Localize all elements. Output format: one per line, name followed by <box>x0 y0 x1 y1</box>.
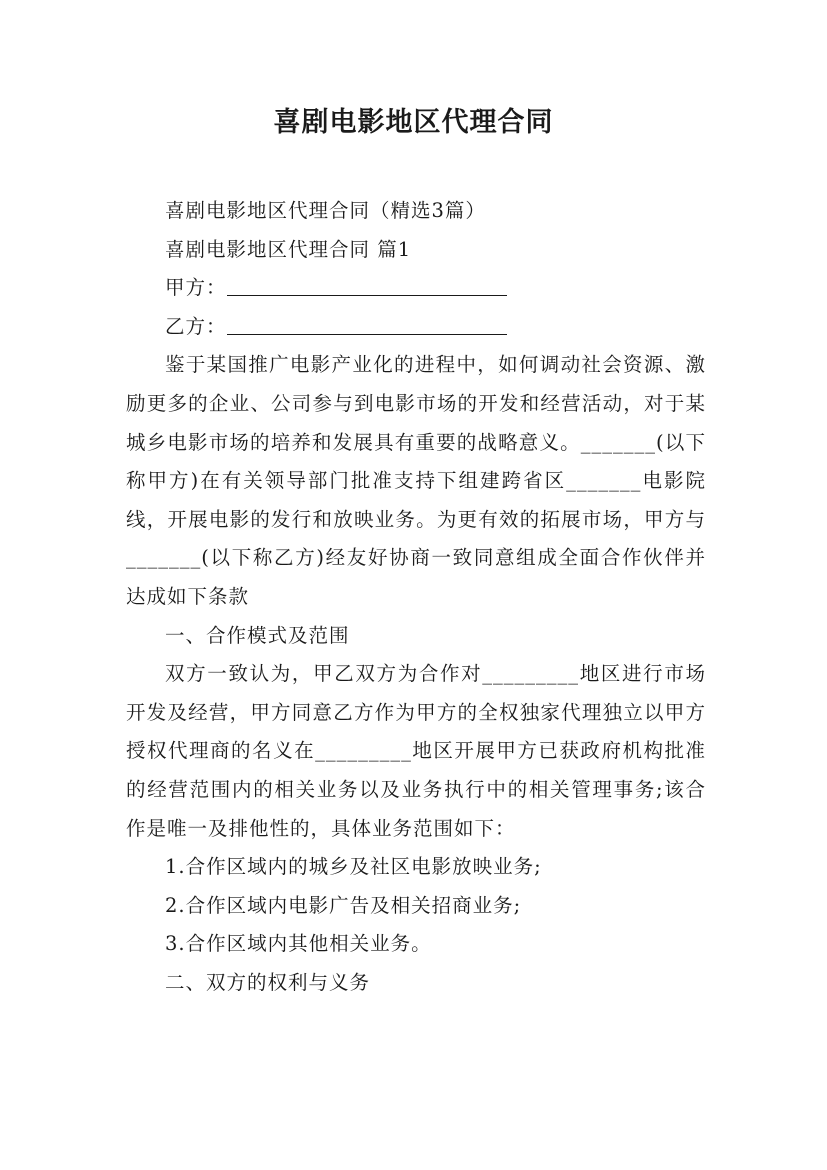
paragraph-cooperation: 双方一致认为，甲乙双方为合作对_________地区进行市场开发及经营，甲方同意乙方作为甲方的全权独家代理独立以甲方授权代理商的名义在_________地区开展甲方已获政府机构批准的经营范围内的相关业务以及业务执行中的相关管理事务;该合作是唯一及排他性的，具体业务范围如下： <box>126 662 706 840</box>
document-subtitle: 喜剧电影地区代理合同（精选3篇） <box>165 199 486 222</box>
part-heading: 喜剧电影地区代理合同 篇1 <box>165 237 412 261</box>
party-b-line <box>126 308 706 347</box>
party-a-label: 甲方： <box>165 276 227 300</box>
document-title: 喜剧电影地区代理合同 <box>273 107 554 138</box>
party-b-blank <box>227 312 507 335</box>
party-a-line <box>126 269 706 308</box>
list-item: 3.合作区域内其他相关业务。 <box>165 932 432 956</box>
paragraph-background: 鉴于某国推广电影产业化的进程中，如何调动社会资源、激励更多的企业、公司参与到电影市场的开发和经营活动，对于某城乡电影市场的培养和发展具有重要的战略意义。_______(以下称甲方)在有关领导部门批准支持下组建跨省区_______电影院线，开展电影的发行和放映业务。为更有效的拓展市场，甲方与_______(以下称乙方)经友好协商一致同意组成全面合作伙伴并达成如下条款 <box>126 353 706 608</box>
section-1-heading: 一、合作模式及范围 <box>165 623 350 647</box>
document-body <box>126 192 706 1002</box>
party-b-label: 乙方： <box>165 314 227 338</box>
party-a-blank <box>227 273 507 296</box>
list-item: 1.合作区域内的城乡及社区电影放映业务; <box>165 855 542 879</box>
list-item: 2.合作区域内电影广告及相关招商业务; <box>165 893 522 917</box>
section-2-heading: 二、双方的权利与义务 <box>165 970 371 994</box>
